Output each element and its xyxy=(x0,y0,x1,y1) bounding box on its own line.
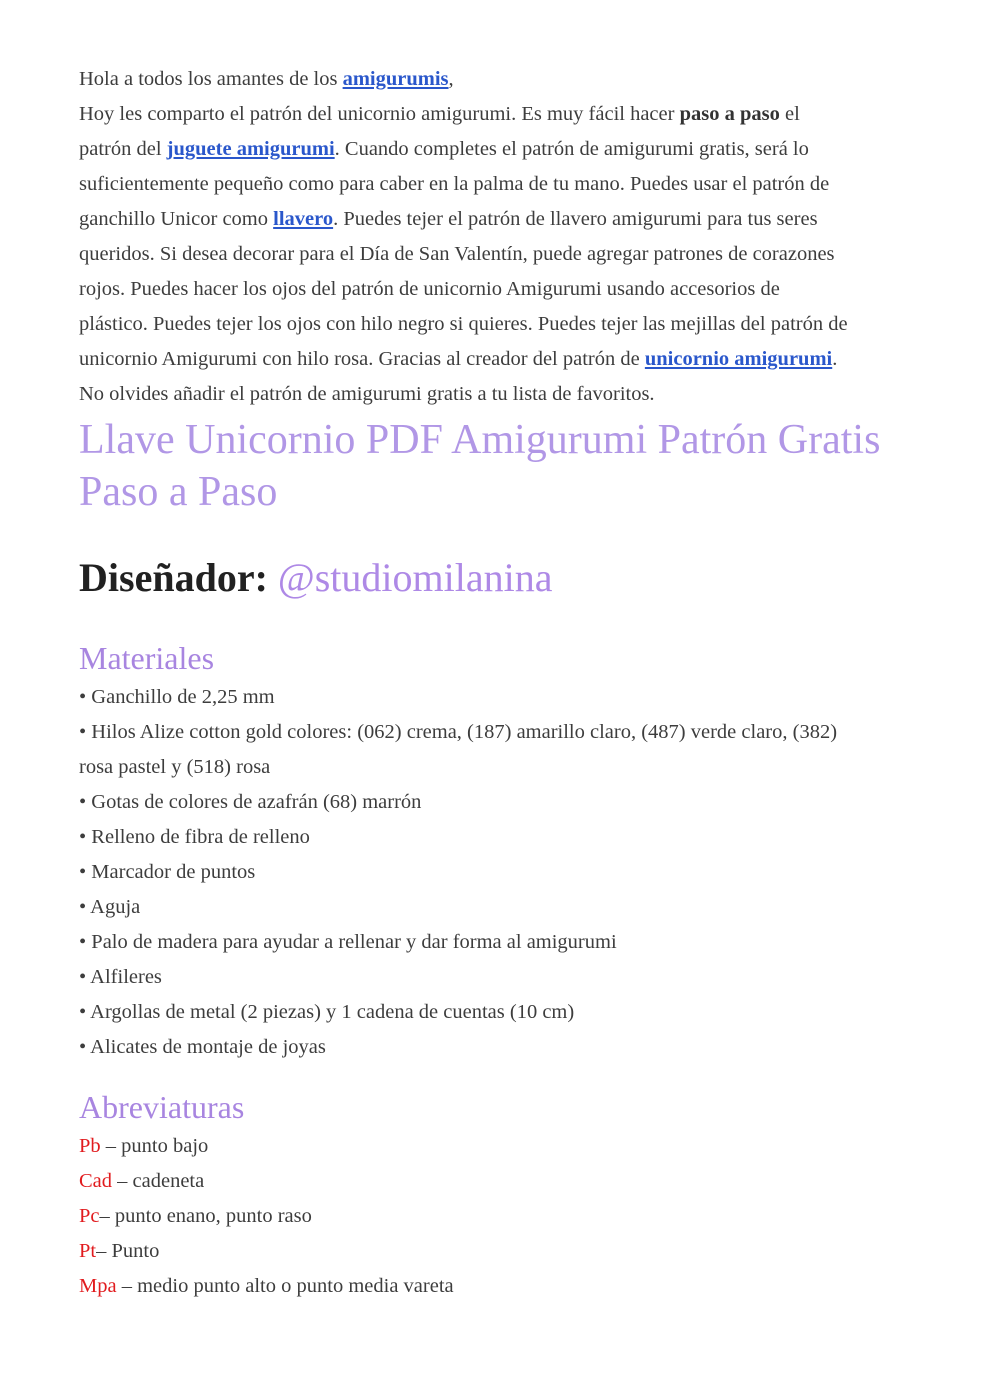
intro-paragraph xyxy=(79,62,907,412)
abbreviation-term: Cad xyxy=(79,1170,113,1192)
text-run: • Ganchillo de 2,25 mm xyxy=(79,686,275,708)
text-run: el xyxy=(779,103,800,125)
text-run: • Aguja xyxy=(79,896,141,918)
text-run: queridos. Si desea decorar para el Día de San Valentín, puede agregar patrones de corazones xyxy=(79,243,835,265)
text-run: – punto bajo xyxy=(100,1135,209,1157)
text-run: • Argollas de metal (2 piezas) y 1 cadena de cuentas (10 cm) xyxy=(79,1001,575,1023)
intro-line xyxy=(79,377,907,412)
designer-line xyxy=(79,554,907,602)
text-run: ganchillo Unicor como xyxy=(79,208,274,230)
text-run: • Marcador de puntos xyxy=(79,861,256,883)
intro-line xyxy=(79,202,907,237)
text-run: Hoy les comparto el patrón del unicornio amigurumi. Es muy fácil hacer xyxy=(79,103,680,125)
text-run: rojos. Puedes hacer los ojos del patrón de unicornio Amigurumi usando accesorios de xyxy=(79,278,780,300)
text-run: suficientemente pequeño como para caber en la palma de tu mano. Puedes usar el patrón de xyxy=(79,173,830,195)
materials-item xyxy=(79,890,907,925)
text-run: patrón del xyxy=(79,138,167,160)
materials-list xyxy=(79,680,907,1065)
intro-line xyxy=(79,62,907,97)
text-run: – punto enano, punto raso xyxy=(99,1205,312,1227)
text-run: , xyxy=(448,68,454,90)
text-run: – Punto xyxy=(96,1240,160,1262)
abbreviation-term: Pt xyxy=(79,1240,97,1262)
materials-item xyxy=(79,750,907,785)
title-line: Llave Unicornio PDF Amigurumi Patrón Gratis xyxy=(79,417,881,463)
materials-item xyxy=(79,855,907,890)
title-line: Paso a Paso xyxy=(79,469,278,515)
intro-line xyxy=(79,167,907,202)
text-run: – cadeneta xyxy=(112,1170,205,1192)
materials-item xyxy=(79,680,907,715)
designer-handle-link[interactable]: @studiomilanina xyxy=(277,555,553,600)
text-run: unicornio Amigurumi con hilo rosa. Gracias al creador del patrón de xyxy=(79,348,645,370)
inline-link[interactable]: llavero xyxy=(273,208,334,230)
intro-line xyxy=(79,132,907,167)
abbreviations-heading: Abreviaturas xyxy=(79,1089,245,1125)
abbreviations-list xyxy=(79,1129,907,1304)
bold-text: paso a paso xyxy=(679,103,780,125)
abbreviation-line xyxy=(79,1129,907,1164)
text-run: • Hilos Alize cotton gold colores: (062) crema, (187) amarillo claro, (487) verde claro, (382) xyxy=(79,721,838,743)
materials-item xyxy=(79,820,907,855)
materials-item xyxy=(79,960,907,995)
text-run: No olvides añadir el patrón de amigurumi gratis a tu lista de favoritos. xyxy=(79,383,655,405)
intro-line xyxy=(79,342,907,377)
intro-line xyxy=(79,237,907,272)
page-title xyxy=(79,414,907,518)
materials-item xyxy=(79,925,907,960)
abbreviation-term: Mpa xyxy=(79,1275,117,1297)
text-run: Hola a todos los amantes de los xyxy=(79,68,343,90)
text-run: – medio punto alto o punto media vareta xyxy=(116,1275,454,1297)
materials-item xyxy=(79,785,907,820)
designer-label: Diseñador: xyxy=(79,555,278,600)
intro-line xyxy=(79,272,907,307)
text-run: • Alfileres xyxy=(79,966,162,988)
text-run: . Cuando completes el patrón de amigurumi gratis, será lo xyxy=(334,138,809,160)
materials-item xyxy=(79,715,907,750)
text-run: • Relleno de fibra de relleno xyxy=(79,826,310,848)
text-run: . xyxy=(832,348,838,370)
abbreviation-line xyxy=(79,1234,907,1269)
abbreviation-term: Pc xyxy=(79,1205,100,1227)
text-run: • Gotas de colores de azafrán (68) marrón xyxy=(79,791,422,813)
text-run: . Puedes tejer el patrón de llavero amigurumi para tus seres xyxy=(333,208,818,230)
materials-heading: Materiales xyxy=(79,640,215,676)
intro-line xyxy=(79,307,907,342)
materials-item xyxy=(79,995,907,1030)
text-run: rosa pastel y (518) rosa xyxy=(79,756,271,778)
abbreviation-line xyxy=(79,1269,907,1304)
inline-link[interactable]: unicornio amigurumi xyxy=(644,348,833,370)
intro-line xyxy=(79,97,907,132)
inline-link[interactable]: juguete amigurumi xyxy=(166,138,335,160)
text-run: • Alicates de montaje de joyas xyxy=(79,1036,326,1058)
abbreviation-term: Pb xyxy=(79,1135,101,1157)
text-run: • Palo de madera para ayudar a rellenar y dar forma al amigurumi xyxy=(79,931,617,953)
abbreviation-line xyxy=(79,1164,907,1199)
abbreviation-line xyxy=(79,1199,907,1234)
inline-link[interactable]: amigurumis xyxy=(342,68,449,90)
text-run: plástico. Puedes tejer los ojos con hilo negro si quieres. Puedes tejer las mejillas del patrón de xyxy=(79,313,848,335)
materials-item xyxy=(79,1030,907,1065)
